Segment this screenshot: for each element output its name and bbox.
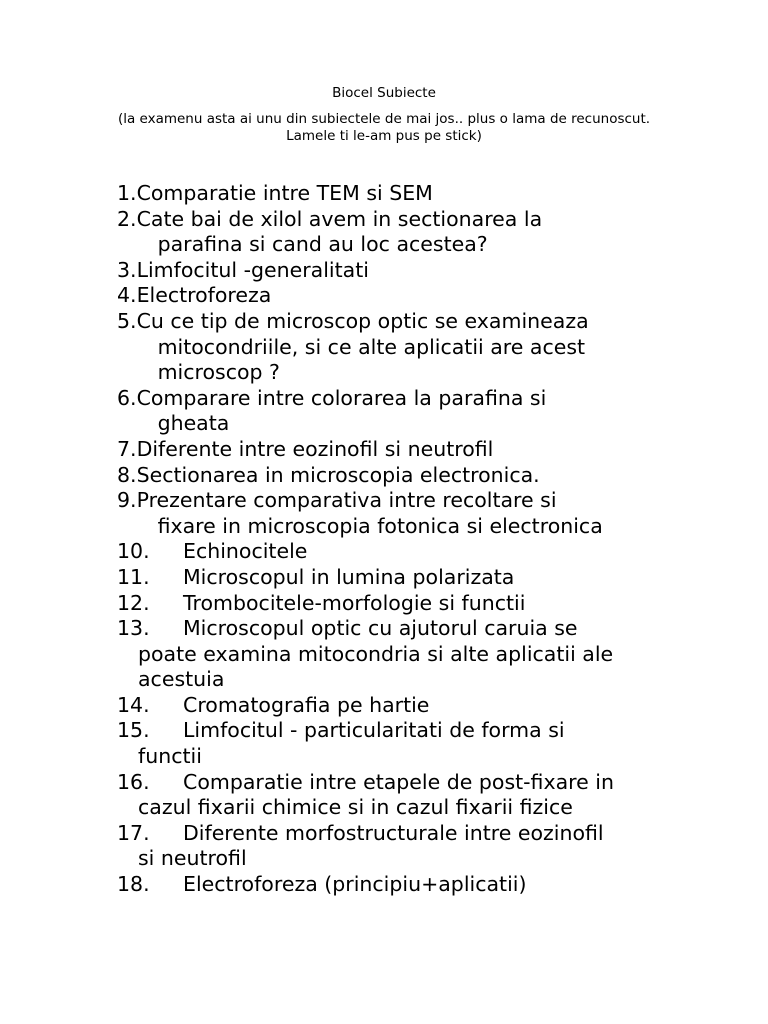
question-text-line: cazul fixarii chimice si in cazul fixarii fizice (138, 795, 573, 820)
question-text-line: Diferente morfostructurale intre eozinofil (183, 820, 604, 845)
question-text-line: Trombocitele-morfologie si functii (183, 590, 526, 615)
question-number: 1. (117, 181, 137, 205)
question-number: 14. (117, 692, 150, 717)
question-text (137, 463, 697, 489)
question-item (117, 463, 697, 489)
question-number: 2. (117, 206, 137, 231)
question-text-line: Prezentare comparativa intre recoltare si (136, 488, 557, 513)
question-number: 16. (117, 769, 150, 794)
question-item (117, 565, 697, 591)
question-number: 10. (117, 539, 150, 564)
question-text-line: functii (138, 744, 202, 769)
question-number: 6. (117, 385, 137, 410)
question-item (117, 616, 697, 693)
question-item (117, 386, 697, 437)
question-number: 12. (117, 590, 150, 615)
question-text (138, 769, 697, 821)
question-number: 18. (117, 872, 150, 897)
question-item (117, 770, 697, 821)
question-text-line: parafina si cand au loc acestea? (157, 232, 488, 257)
question-text-line: Sectionarea in microscopia electronica. (136, 462, 540, 487)
question-number: 3. (117, 257, 137, 282)
question-number: 5. (117, 308, 137, 333)
question-text (137, 258, 697, 284)
question-text (137, 386, 697, 437)
question-text-line: Microscopul in lumina polarizata (183, 564, 515, 589)
question-item (117, 258, 697, 284)
question-text (183, 539, 697, 565)
question-text-line: Cu ce tip de microscop optic se examineaza (136, 308, 589, 333)
question-item (117, 539, 697, 565)
question-text-line: Cate bai de xilol avem in sectionarea la (136, 206, 543, 231)
question-text (137, 181, 697, 207)
question-text-line: Limfocitul - particularitati de forma si (183, 718, 565, 743)
question-text (138, 820, 697, 872)
question-text-line: poate examina mitocondria si alte aplicatii ale (138, 641, 614, 666)
question-text-line: Echinocitele (183, 539, 308, 564)
question-text-line: Cromatografia pe hartie (183, 692, 430, 717)
question-text-line: acestuia (138, 667, 225, 692)
question-item (117, 693, 697, 719)
question-text-line: si neutrofil (138, 846, 247, 871)
question-text-line: Comparatie intre etapele de post-fixare in (183, 769, 614, 794)
question-text-line: gheata (157, 411, 230, 436)
question-item (117, 718, 697, 769)
question-number: 11. (117, 564, 150, 589)
question-number: 9. (117, 488, 137, 513)
question-text-line: Electroforeza (principiu+aplicatii) (183, 872, 527, 897)
question-item (117, 821, 697, 872)
question-item (117, 437, 697, 463)
question-number: 13. (117, 616, 150, 641)
question-item (117, 872, 697, 898)
question-text (138, 718, 697, 769)
question-item (117, 309, 697, 386)
question-list (117, 181, 697, 898)
question-item (117, 591, 697, 617)
question-number: 7. (117, 436, 137, 461)
question-number: 8. (117, 462, 137, 487)
question-item (117, 181, 697, 207)
question-number: 17. (117, 820, 150, 845)
question-text-line: mitocondriile, si ce alte aplicatii are acest (157, 334, 586, 359)
question-item (117, 488, 697, 539)
question-text (137, 207, 697, 258)
question-text-line: fixare in microscopia fotonica si electronica (157, 513, 603, 538)
question-number: 15. (117, 718, 150, 743)
question-text-line: Electroforeza (136, 283, 272, 308)
document-title: Biocel Subiecte (332, 85, 436, 101)
question-text (137, 437, 697, 463)
question-text-line: Comparare intre colorarea la parafina si (136, 385, 547, 410)
question-text-line: Limfocitul -generalitati (136, 257, 369, 282)
question-text (183, 565, 697, 591)
question-text (183, 591, 697, 617)
question-text-line: Microscopul optic cu ajutorul caruia se (183, 616, 578, 641)
question-text (137, 309, 697, 386)
question-text-line: microscop ? (157, 360, 280, 385)
document-note: (la examenu asta ai unu din subiectele de mai jos.. plus o lama de recunoscut. Lamele ti le-am pus pe stick) (117, 111, 651, 144)
question-text (138, 616, 697, 693)
question-text-line: Comparatie intre TEM si SEM (136, 181, 433, 205)
question-text-line: Diferente intre eozinofil si neutrofil (136, 436, 494, 461)
question-text (137, 488, 697, 539)
question-number: 4. (117, 283, 137, 308)
question-item (117, 207, 697, 258)
question-text (183, 872, 697, 898)
question-text (183, 693, 697, 719)
question-text (137, 283, 697, 309)
question-item (117, 283, 697, 309)
